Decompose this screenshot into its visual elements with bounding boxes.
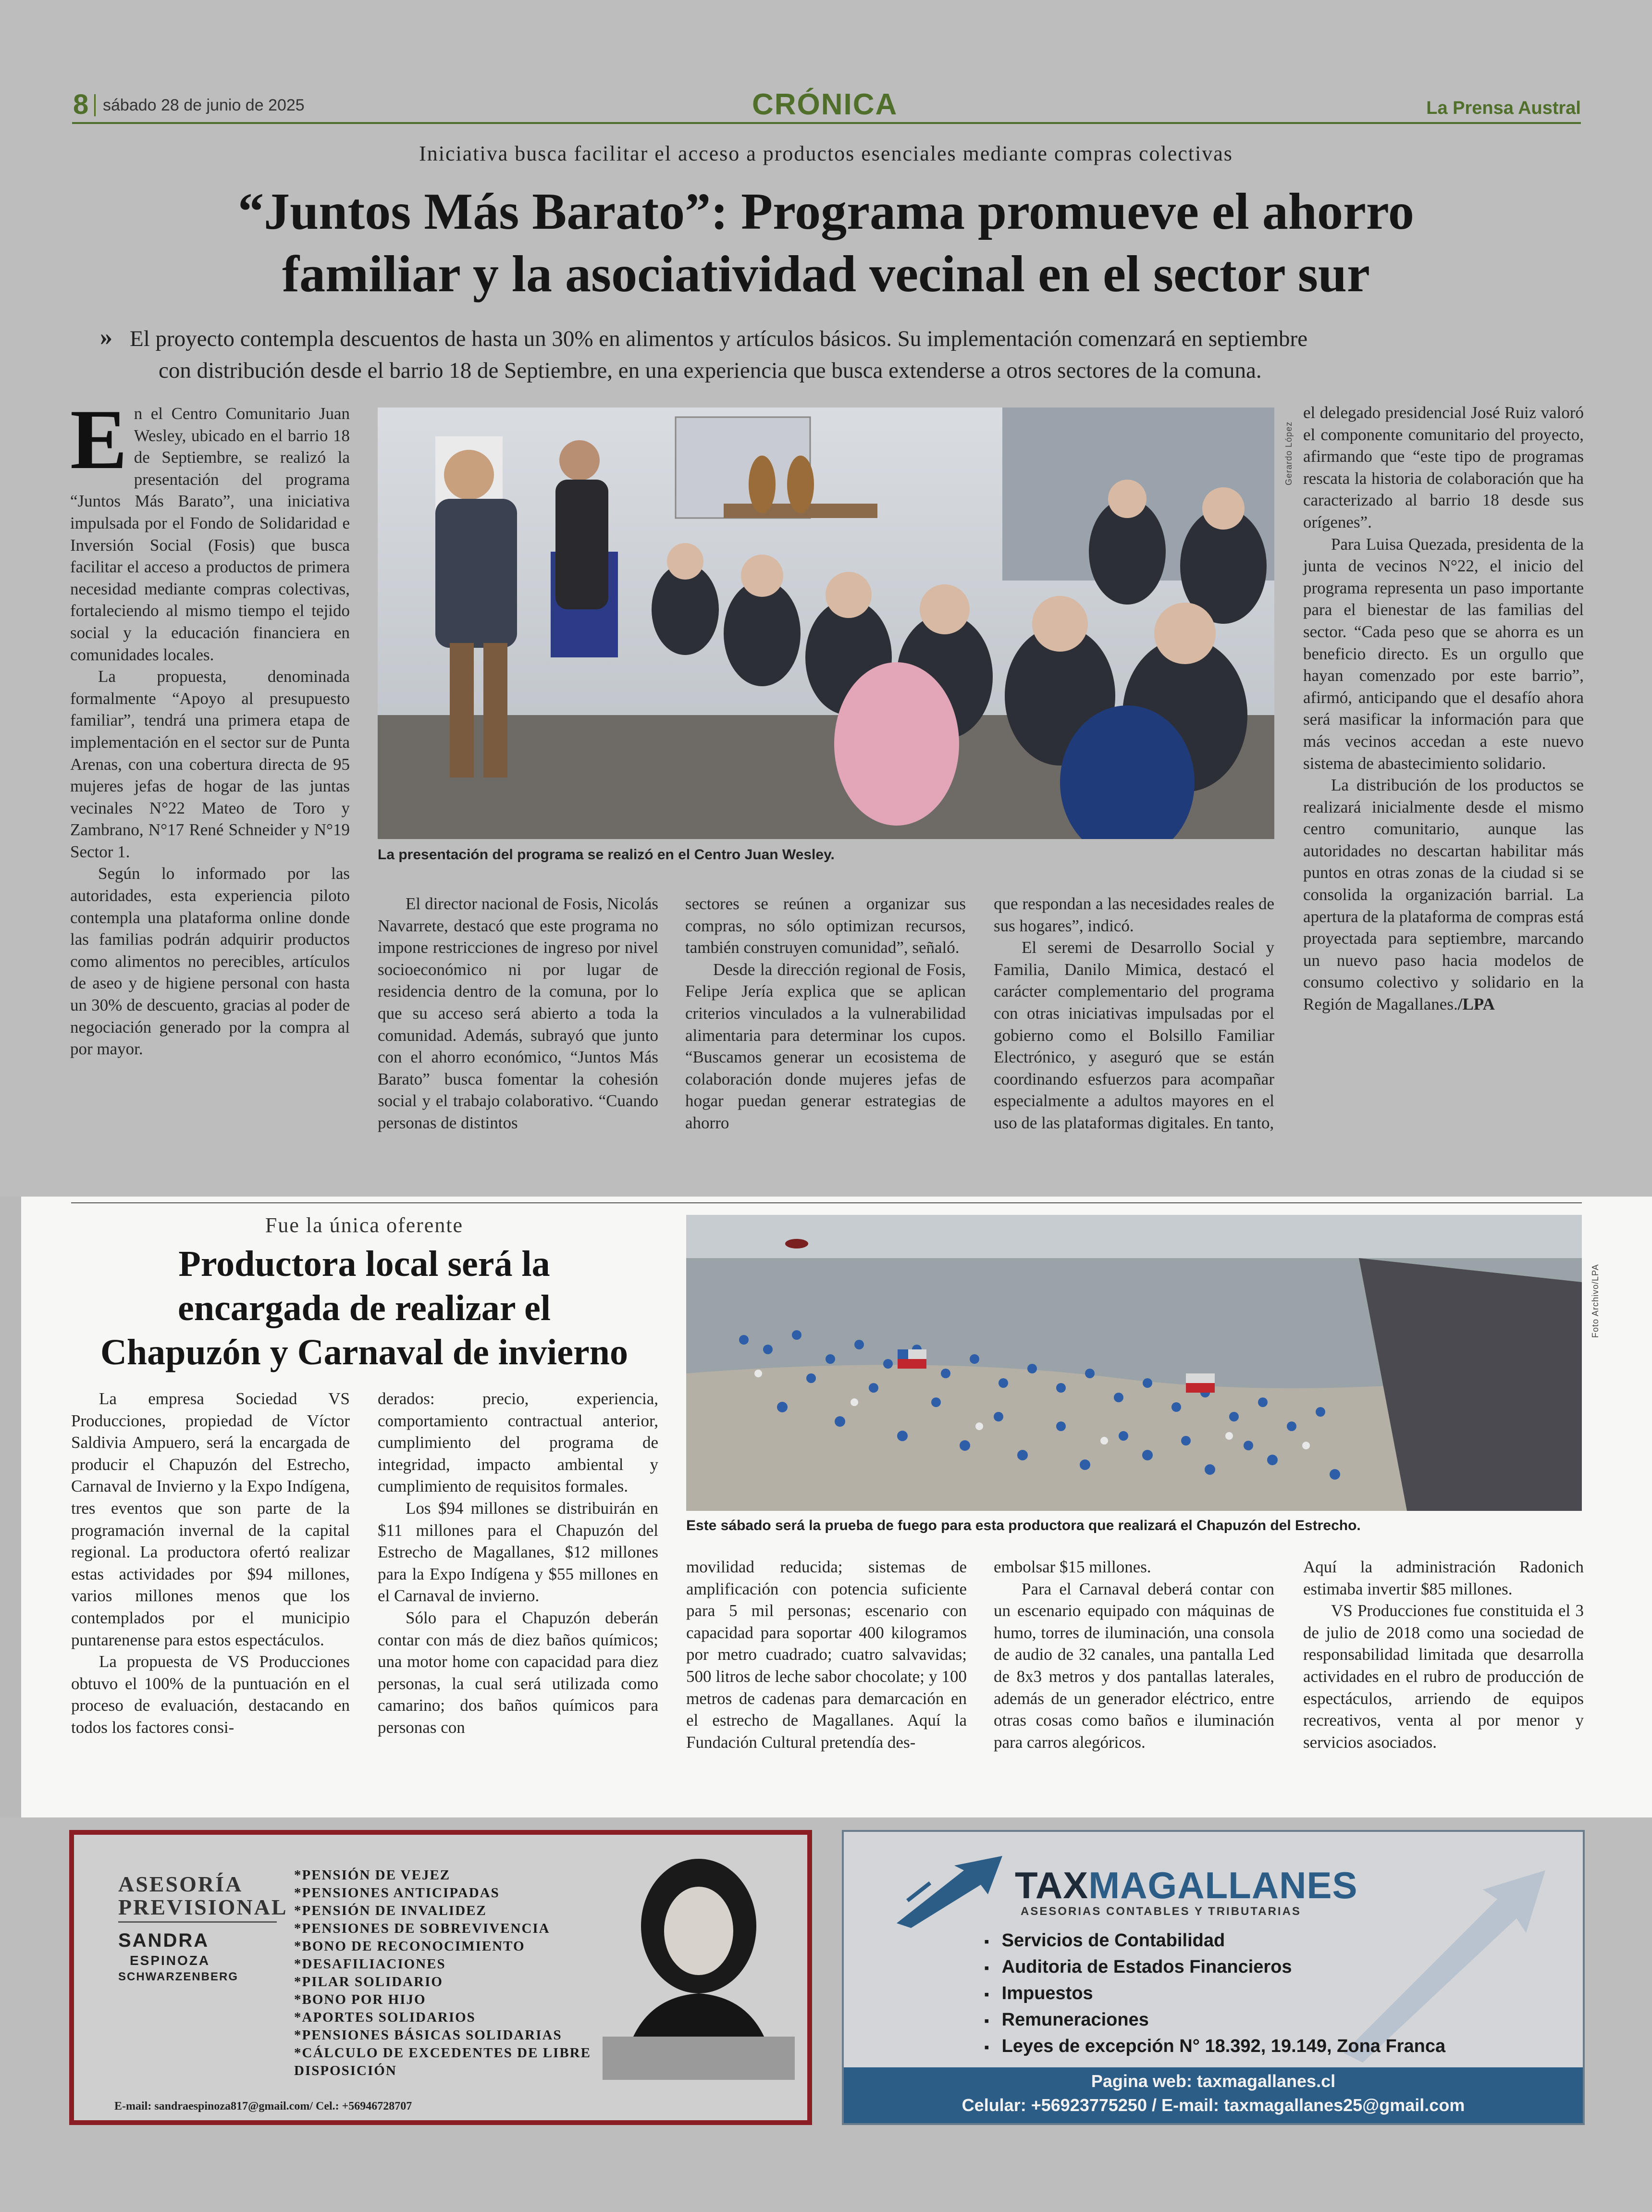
pension-service-item: *BONO POR HIJO: [294, 1992, 426, 2007]
paragraph: El director nacional de Fosis, Nicolás Navarrete, destacó que este programa no impone restricciones de ingreso por nivel socioeconómico ni por lugar de residencia dentro de la comuna, por lo que su acceso será abierto a toda la comunidad. Además, subrayó que junto con el ahorro económico, “Juntos Más Barato” busca fomentar la cohesión social y el trabajo colaborativo. “Cuando personas de distintos: [378, 894, 658, 1132]
ad-contact[interactable]: E-mail: sandraespinoza817@gmail.com/ Cel.: +56946728707: [114, 2100, 412, 2113]
pension-service-item: *CÁLCULO DE EXCEDENTES DE LIBRE: [294, 2045, 591, 2061]
advisor-portrait: [603, 1854, 795, 2080]
article-title-line1: “Juntos Más Barato”: Programa promueve el ahorro: [238, 183, 1414, 240]
paragraph: derados: precio, experiencia, comportamiento contractual anterior, cumplimiento del programa de integridad, impacto ambiental y cumplimiento de requisitos formales.: [378, 1389, 658, 1496]
lead-marker: »: [100, 323, 112, 351]
header-rule: [72, 122, 1581, 124]
ad-title-1: ASESORÍA: [118, 1872, 243, 1896]
paragraph: movilidad reducida; sistemas de amplificación con potencia suficiente para 5 mil personas; escenario con capacidad para soportar 400 kilogramos por metro cuadrado; cuatro salvavidas; 500 litros de leche sabor chocolate; y 100 metros de cadenas para demarcación en el estrecho de Magallanes. Aquí la Fundación Cultural pretendía des-: [686, 1557, 967, 1752]
tax-web[interactable]: Pagina web: taxmagallanes.cl: [1091, 2071, 1336, 2091]
ad-asesoria-previsional[interactable]: [69, 1830, 812, 2125]
tax-service-item: ▪ Impuestos: [984, 1981, 1445, 2007]
paragraph: sectores se reúnen a organizar sus compras, no sólo optimizan recursos, también construyen comunidad”, señaló.: [685, 894, 966, 957]
chapuzon-photo-credit: Foto Archivo/LPA: [1590, 1264, 1600, 1338]
page-date: sábado 28 de junio de 2025: [103, 96, 305, 114]
second-title-line3: Chapuzón y Carnaval de invierno: [100, 1332, 628, 1372]
second-column-4: [994, 1556, 1274, 1753]
tax-services-list: [984, 1928, 1445, 2060]
paragraph: Sólo para el Chapuzón deberán contar con más de diez baños químicos; una motor home con capacidad para diez personas, la cual será utilizada como camarino; dos baños químicos para personas con: [378, 1608, 658, 1737]
chapuzon-photo: [686, 1215, 1582, 1511]
paragraph: Los $94 millones se distribuirán en $11 millones para el Chapuzón del Estrecho de Magallanes, $12 millones para la Expo Indígena y $55 millones en el Carnaval de invierno.: [378, 1498, 658, 1606]
paragraph: La propuesta, denominada formalmente “Apoyo al presupuesto familiar”, tendrá una primera etapa de implementación en el sector sur de Punta Arenas, con una cobertura directa de 95 mujeres jefas de hogar de las juntas vecinales N°22 Mateo de Toro y Zambrano, N°17 René Schneider y N°19 Sector 1.: [70, 667, 350, 861]
second-column-2: [378, 1388, 658, 1739]
newspaper-name: La Prensa Austral: [1426, 98, 1581, 118]
lead-line1: El proyecto contempla descuentos de hasta un 30% en alimentos y artículos básicos. Su implementación comenzará en septiembre: [130, 326, 1308, 351]
second-column-3: [686, 1556, 967, 1753]
pension-service-item: *APORTES SOLIDARIOS: [294, 2010, 476, 2025]
main-column-5: [1303, 402, 1584, 1015]
pension-services-list: [294, 1866, 591, 2080]
main-photo: [378, 408, 1274, 839]
main-column-4: [994, 893, 1274, 1134]
lead-line2: con distribución desde el barrio 18 de Septiembre, en una experiencia que busca extenderse a otros sectores de la comuna.: [159, 358, 1262, 383]
pension-service-item: *PENSIONES ANTICIPADAS: [294, 1885, 500, 1901]
header-divider-small: [94, 94, 96, 116]
pension-service-item: DISPOSICIÓN: [294, 2063, 397, 2078]
paragraph: Según lo informado por las autoridades, esta experiencia piloto contempla una plataforma online donde las familias podrán adquirir productos como alimentos no perecibles, artículos de aseo y de higiene personal con hasta un 30% de descuento, gracias al poder de negociación generado por la compra al por mayor.: [70, 864, 350, 1059]
paragraph: que respondan a las necesidades reales de sus hogares”, indicó.: [994, 894, 1274, 935]
paragraph: embolsar $15 millones.: [994, 1557, 1151, 1576]
pension-service-item: *BONO DE RECONOCIMIENTO: [294, 1939, 525, 1954]
tax-contact[interactable]: Celular: +56923775250 / E-mail: taxmagallanes25@gmail.com: [962, 2095, 1465, 2115]
community-meeting-photo: [378, 408, 1274, 839]
ad-name-3: SCHWARZENBERG: [118, 1970, 239, 1983]
chapuzon-photo-caption: Este sábado será la prueba de fuego para esta productora que realizará el Chapuzón del Estrecho.: [686, 1518, 1361, 1533]
main-column-3: [685, 893, 966, 1134]
tax-service-item: ▪ Auditoria de Estados Financieros: [984, 1954, 1445, 1981]
sign-off: /LPA: [1457, 995, 1495, 1014]
pension-service-item: *PILAR SOLIDARIO: [294, 1974, 443, 1990]
pension-service-item: *PENSIONES BÁSICAS SOLIDARIAS: [294, 2027, 562, 2043]
main-photo-caption: La presentación del programa se realizó en el Centro Juan Wesley.: [378, 847, 835, 863]
pension-service-item: *PENSIÓN DE VEJEZ: [294, 1867, 451, 1883]
article-divider: [71, 1202, 1582, 1203]
pension-service-item: *PENSIONES DE SOBREVIVENCIA: [294, 1921, 550, 1936]
tax-tagline: ASESORIAS CONTABLES Y TRIBUTARIAS: [1021, 1905, 1301, 1918]
winter-plunge-photo: [686, 1215, 1582, 1511]
tax-brand-a: TAX: [1015, 1864, 1089, 1906]
article-kicker: Iniciativa busca facilitar el acceso a productos esenciales mediante compras colectivas: [419, 142, 1233, 165]
paragraph: VS Producciones fue constituida el 3 de julio de 2018 como una sociedad de responsabilidad limitada que desarrolla actividades en el rubro de producción de espectáculos, arriendo de equipos recreativos, venta al por menor y servicios asociados.: [1303, 1601, 1584, 1752]
paragraph: El seremi de Desarrollo Social y Familia, Danilo Mimica, destacó el carácter complementario del programa con otras iniciativas impulsadas por el gobierno como el Bolsillo Familiar Electrónico, y aseguró que se están coordinando esfuerzos para acompañar especialmente a adultos mayores en el uso de las plataformas digitales. En tanto,: [994, 938, 1274, 1132]
paragraph-text: La distribución de los productos se realizará inicialmente desde el mismo centro comunitario, aunque las autoridades no descartan habilitar más puntos en otras zonas de la ciudad si se consolida la organización barrial. La apertura de la plataforma de compras está proyectada para septiembre, marcando un nuevo paso hacia modelos de consumo colectivo y solidario en la Región de Magallanes.: [1303, 776, 1584, 1014]
section-title: CRÓNICA: [752, 88, 898, 121]
paragraph: La propuesta de VS Producciones obtuvo el 100% de la puntuación en el proceso de evaluación, destacando en todos los factores consi-: [71, 1652, 350, 1737]
tax-brand-b: MAGALLANES: [1088, 1864, 1358, 1906]
paragraph: Desde la dirección regional de Fosis, Felipe Jería explica que se aplican criterios vinculados a la vulnerabilidad alimentaria para determinar los cupos. “Buscamos generar un ecosistema de colaboración donde mujeres jefas de hogar puedan generar estrategias de ahorro: [685, 960, 966, 1132]
second-title-line2: encargada de realizar el: [178, 1288, 551, 1328]
page-number: 8: [73, 89, 89, 120]
paragraph: Aquí la administración Radonich estimaba invertir $85 millones.: [1303, 1557, 1584, 1598]
paragraph: Para Luisa Quezada, presidenta de la junta de vecinos N°22, el inicio del programa representa un paso importante para el bienestar de las familias del sector. “Cada peso que se ahorra es un beneficio directo. Es un orgullo que hayan comenzado por este barrio”, afirmó, anticipando que el desafío ahora será masificar la información para que más vecinos accedan a este nuevo sistema de abastecimiento solidario.: [1303, 534, 1584, 773]
paragraph: Para el Carnaval deberá contar con un escenario equipado con máquinas de humo, torres de iluminación, una consola de audio de 32 canales, una pantalla Led de 8x3 metros y dos pantallas laterales, además de un generador eléctrico, entre otras cosas como baños e iluminación para carros alegóricos.: [994, 1579, 1274, 1752]
tax-service-item: ▪ Remuneraciones: [984, 2007, 1445, 2034]
ad-tax-magallanes[interactable]: [842, 1830, 1585, 2125]
paragraph: n el Centro Comunitario Juan Wesley, ubicado en el barrio 18 de Septiembre, se realizó la presentación del programa “Juntos Más Barato”, una iniciativa impulsada por el Fondo de Solidaridad e Inversión Social (Fosis) que busca facilitar el acceso a productos de primera necesidad mediante compras colectivas, fortaleciendo al mismo tiempo el tejido social y la educación financiera en comunidades locales.: [70, 404, 350, 664]
main-photo-credit: Gerardo López: [1284, 421, 1294, 485]
main-column-2: [378, 893, 658, 1134]
second-column-5: [1303, 1556, 1584, 1753]
tax-brand: [1015, 1864, 1358, 1907]
paragraph: La empresa Sociedad VS Producciones, propiedad de Víctor Saldivia Ampuero, será la encargada de producir el Chapuzón del Estrecho, Carnaval de Invierno y la Expo Indígena, tres eventos que son parte de la programación invernal de la capital regional. La productora ofertó realizar estas actividades por $94 millones, varios millones menos que los contemplados por el municipio puntarenense para estos espectáculos.: [71, 1389, 350, 1649]
main-column-1: [70, 392, 350, 1060]
ad-name-1: SANDRA: [118, 1930, 210, 1951]
second-column-1: [71, 1388, 350, 1739]
pension-service-item: *PENSIÓN DE INVALIDEZ: [294, 1903, 487, 1918]
second-kicker: Fue la única oferente: [265, 1213, 464, 1237]
drop-cap: E: [70, 392, 127, 487]
second-title-line1: Productora local será la: [178, 1244, 550, 1284]
pension-service-item: *DESAFILIACIONES: [294, 1956, 446, 1972]
paragraph: el delegado presidencial José Ruiz valoró el componente comunitario del proyecto, afirmando que “este tipo de programas rescata la historia de colaboración que ha caracterizado al barrio 18 desde sus orígenes”.: [1303, 403, 1584, 531]
tax-service-item: ▪ Leyes de excepción N° 18.392, 19.149, Zona Franca: [984, 2034, 1445, 2060]
tax-service-item: ▪ Servicios de Contabilidad: [984, 1928, 1445, 1954]
ad-title-2: PREVISIONAL: [118, 1895, 288, 1919]
paragraph: [1303, 774, 1584, 1015]
tax-logo-arrow-icon: [892, 1856, 1012, 1928]
article-title-line2: familiar y la asociatividad vecinal en el sector sur: [282, 246, 1370, 303]
advisor-photo: [603, 1854, 795, 2080]
ad-name-2: ESPINOZA: [130, 1953, 210, 1968]
ad-rule: [118, 1921, 277, 1923]
